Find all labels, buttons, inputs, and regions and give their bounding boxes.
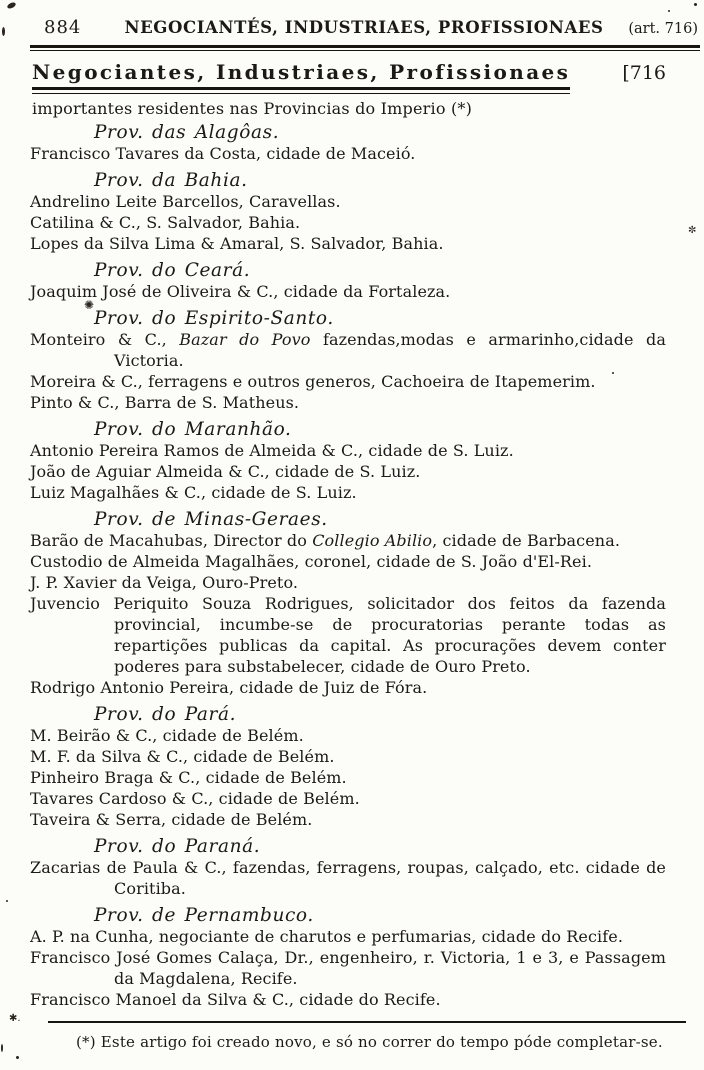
entry-text: Zacarias de Paula & C., fazendas, ferragens, roupas, calçado, etc. cidade de Coritiba.	[30, 858, 666, 898]
scan-artifact	[1, 1044, 3, 1052]
directory-entry	[30, 440, 666, 461]
directory-entry	[30, 233, 666, 254]
directory-entry	[30, 926, 666, 947]
directory-entry	[30, 551, 666, 572]
entry-text: Catilina & C., S. Salvador, Bahia.	[30, 213, 301, 232]
section-head	[32, 60, 666, 118]
entry-text: Rodrigo Antonio Pereira, cidade de Juiz de Fóra.	[30, 678, 428, 697]
scan-artifact	[6, 1, 16, 9]
province-heading: Prov. do Pará.	[94, 704, 237, 725]
directory-entry	[30, 593, 666, 677]
directory-entry	[30, 746, 666, 767]
directory-entry	[30, 677, 666, 698]
entry-text: Francisco José Gomes Calaça, Dr., engenheiro, r. Victoria, 1 e 3, e Passagem da Magdalena, Recife.	[30, 948, 666, 988]
directory-entry	[30, 281, 666, 302]
entry-text: Pinto & C., Barra de S. Matheus.	[30, 393, 300, 412]
scan-artifact	[612, 372, 614, 374]
directory-entry	[30, 572, 666, 593]
scan-artifact: ✺	[84, 298, 95, 312]
directory-entry	[30, 767, 666, 788]
directory-entry	[30, 989, 666, 1010]
directory-entry	[30, 725, 666, 746]
directory-entry	[30, 191, 666, 212]
section-title-row	[32, 60, 666, 90]
section-subtitle: importantes residentes nas Provincias do Imperio (*)	[32, 99, 473, 118]
entry-text: Tavares Cardoso & C., cidade de Belém.	[30, 789, 360, 808]
directory-entry	[30, 788, 666, 809]
entry-text: Juvencio Periquito Souza Rodrigues, solicitador dos feitos da fazenda provincial, incumbe-se de procuratorias perante todas as repartições publicas da capital. As procurações devem conter poderes para substabelecer, cidade de Ouro Preto.	[30, 594, 666, 676]
entry-text: Andrelino Leite Barcellos, Caravellas.	[30, 192, 341, 211]
directory-entry	[30, 530, 666, 551]
entry-text: Taveira & Serra, cidade de Belém.	[30, 810, 313, 829]
entry-text-italic: Collegio Abilio	[312, 531, 433, 550]
entry-text: J. P. Xavier da Veiga, Ouro-Preto.	[30, 573, 299, 592]
entry-text: Moreira & C., ferragens e outros generos, Cachoeira de Itapemerim.	[30, 372, 596, 391]
province-heading: Prov. do Maranhão.	[94, 419, 292, 440]
directory-entry	[30, 809, 666, 830]
scan-artifact: ✱.	[9, 1013, 21, 1024]
entry-text: , cidade de Barbacena.	[432, 531, 621, 550]
page-number: 884	[44, 17, 82, 38]
province-heading: Prov. do Espirito-Santo.	[94, 308, 334, 329]
entry-text: Barão de Macahubas, Director do	[30, 531, 313, 550]
entry-text: A. P. na Cunha, negociante de charutos e perfumarias, cidade do Recife.	[30, 927, 624, 946]
article-reference: (art. 716)	[628, 21, 698, 37]
entry-text: Custodio de Almeida Magalhães, coronel, cidade de S. João d'El-Rei.	[30, 552, 593, 571]
column-reference: [716	[622, 62, 666, 84]
province-heading: Prov. das Alagôas.	[94, 122, 280, 143]
directory-entry	[30, 461, 666, 482]
footnote: (*) Este artigo foi creado novo, e só no correr do tempo póde completar-se.	[76, 1033, 663, 1051]
scan-artifact	[2, 27, 5, 36]
running-header	[30, 17, 698, 38]
entry-text: Monteiro & C.,	[30, 330, 180, 349]
header-divider-rule	[30, 45, 700, 48]
entry-text: João de Aguiar Almeida & C., cidade de S. Luiz.	[30, 462, 421, 481]
entry-text: Antonio Pereira Ramos de Almeida & C., cidade de S. Luiz.	[30, 441, 514, 460]
entry-text: Francisco Tavares da Costa, cidade de Maceió.	[30, 144, 416, 163]
entry-text: Joaquim José de Oliveira & C., cidade da Fortaleza.	[30, 282, 451, 301]
province-heading: Prov. do Paraná.	[94, 836, 261, 857]
entry-text-italic: Bazar do Povo	[179, 330, 311, 349]
directory-entry	[30, 947, 666, 989]
entry-text: M. Beirão & C., cidade de Belém.	[30, 726, 304, 745]
directory-entry	[30, 329, 666, 371]
scan-artifact: ✼	[688, 225, 697, 236]
directory-entry	[30, 857, 666, 899]
running-title: NEGOCIANTÉS, INDUSTRIAES, PROFISSIONAES	[124, 18, 604, 37]
scan-artifact	[6, 900, 8, 902]
province-list	[30, 116, 666, 1053]
province-heading: Prov. de Pernambuco.	[94, 905, 314, 926]
scan-artifact	[694, 3, 697, 6]
directory-entry	[30, 143, 666, 164]
entry-text: Pinheiro Braga & C., cidade de Belém.	[30, 768, 347, 787]
directory-entry	[30, 482, 666, 503]
section-title: Negociantes, Industriaes, Profissionaes	[32, 60, 570, 90]
province-heading: Prov. da Bahia.	[94, 170, 248, 191]
scan-artifact	[668, 10, 670, 12]
directory-entry	[30, 392, 666, 413]
province-heading: Prov. de Minas-Geraes.	[94, 509, 328, 530]
scan-artifact	[16, 1056, 19, 1059]
province-heading: Prov. do Ceará.	[94, 260, 251, 281]
entry-text: Lopes da Silva Lima & Amaral, S. Salvador, Bahia.	[30, 234, 444, 253]
entry-text: M. F. da Silva & C., cidade de Belém.	[30, 747, 335, 766]
directory-entry	[30, 371, 666, 392]
entry-text: fazendas,modas e armarinho,cidade da Victoria.	[114, 330, 666, 370]
directory-entry	[30, 212, 666, 233]
entry-text: Francisco Manoel da Silva & C., cidade do Recife.	[30, 990, 441, 1009]
entry-text: Luiz Magalhães & C., cidade de S. Luiz.	[30, 483, 357, 502]
footnote-divider-rule	[48, 1021, 686, 1023]
